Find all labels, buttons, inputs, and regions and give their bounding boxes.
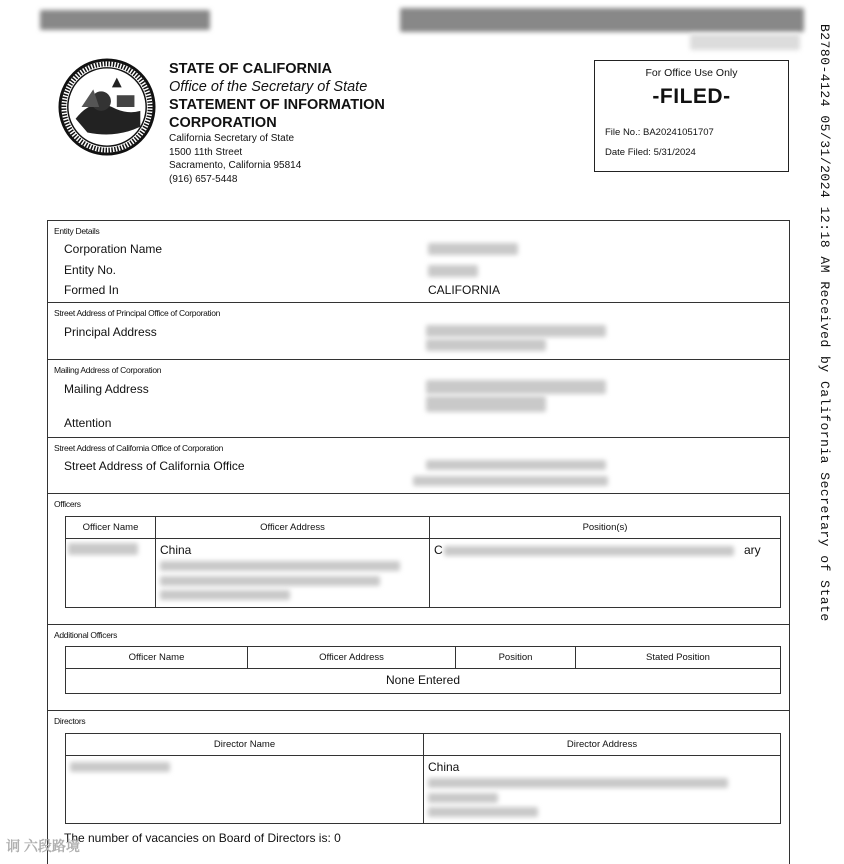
additional-officer-position-header: Position: [456, 647, 576, 669]
agency-header: [169, 60, 385, 186]
entity-details-title: Entity Details: [54, 226, 100, 236]
received-stamp: B2780-4124 05/31/2024 12:18 AM Received by California Secretary of State: [817, 24, 832, 622]
date-filed: Date Filed: 5/31/2024: [605, 147, 696, 158]
filed-status: -FILED-: [652, 85, 731, 108]
directors-title: Directors: [54, 716, 86, 726]
additional-officer-stated-header: Stated Position: [576, 647, 781, 669]
additional-officers-title: Additional Officers: [54, 630, 118, 640]
corporation-name-label: Corporation Name: [64, 242, 163, 256]
table-row: [66, 539, 781, 608]
office-use-label: For Office Use Only: [645, 67, 738, 79]
director-name-header: Director Name: [66, 734, 424, 756]
redacted-principal-address: [426, 325, 606, 337]
principal-address-label: Principal Address: [64, 325, 157, 339]
redacted-entity-number: [428, 265, 478, 277]
officer-name-cell: [66, 539, 156, 608]
state-title: STATE OF CALIFORNIA: [169, 61, 332, 77]
office-title: Office of the Secretary of State: [169, 79, 368, 95]
redacted-corporation-name: [428, 243, 518, 255]
california-office-label: Street Address of California Office: [64, 459, 245, 473]
entity-details-section: [48, 221, 789, 303]
entity-number-label: Entity No.: [64, 263, 117, 277]
additional-officers-section: [48, 625, 789, 711]
additional-officer-address-header: Officer Address: [248, 647, 456, 669]
officer-position-header: Position(s): [430, 517, 781, 539]
formed-in-value: CALIFORNIA: [428, 283, 501, 297]
california-seal-icon: [58, 58, 156, 156]
officer-position-cell: [430, 539, 781, 608]
officer-address-cell: [156, 539, 430, 608]
agency-phone: (916) 657-5448: [169, 173, 238, 185]
principal-office-section: [48, 303, 789, 360]
officers-title: Officers: [54, 499, 81, 509]
officer-position-tail: ary: [744, 543, 761, 557]
statement-form: [47, 220, 790, 864]
officers-table: [65, 516, 781, 608]
agency-address-2: 1500 11th Street: [169, 146, 243, 158]
statement-title-1: STATEMENT OF INFORMATION: [169, 97, 385, 113]
officer-address-header: Officer Address: [156, 517, 430, 539]
california-office-section: [48, 438, 789, 494]
principal-office-title: Street Address of Principal Office of Corporation: [54, 308, 221, 318]
formed-in-label: Formed In: [64, 283, 119, 297]
director-name-cell: [66, 756, 424, 824]
statement-title-2: CORPORATION: [169, 115, 277, 131]
office-use-box: [594, 60, 789, 172]
officer-position-head: C: [434, 543, 443, 557]
california-office-title: Street Address of California Office of Corporation: [54, 443, 224, 453]
redacted-header-right: [400, 6, 804, 52]
officer-name-header: Officer Name: [66, 517, 156, 539]
officer-country: China: [160, 543, 192, 557]
director-address-header: Director Address: [424, 734, 781, 756]
mailing-address-section: [48, 360, 789, 438]
additional-officers-table: [65, 646, 781, 694]
officers-section: [48, 494, 789, 625]
redacted-california-office: [426, 460, 606, 470]
redacted-header-left: [40, 8, 210, 34]
redacted-mailing-address: [426, 380, 606, 394]
director-address-cell: [424, 756, 781, 824]
agency-address-3: Sacramento, California 95814: [169, 160, 302, 171]
directors-section: [48, 711, 789, 864]
table-row: [66, 756, 781, 824]
file-number: File No.: BA20241051707: [605, 127, 714, 138]
directors-table: [65, 733, 781, 824]
mailing-address-title: Mailing Address of Corporation: [54, 365, 162, 375]
attention-label: Attention: [64, 416, 112, 430]
agency-address-1: California Secretary of State: [169, 133, 295, 144]
mailing-address-label: Mailing Address: [64, 382, 149, 396]
watermark: 诇 六段路境: [6, 838, 80, 854]
additional-officer-name-header: Officer Name: [66, 647, 248, 669]
none-entered-cell: None Entered: [66, 669, 781, 694]
director-country: China: [428, 760, 460, 774]
table-row: [66, 669, 781, 694]
director-vacancies: The number of vacancies on Board of Directors is: 0: [64, 831, 341, 845]
